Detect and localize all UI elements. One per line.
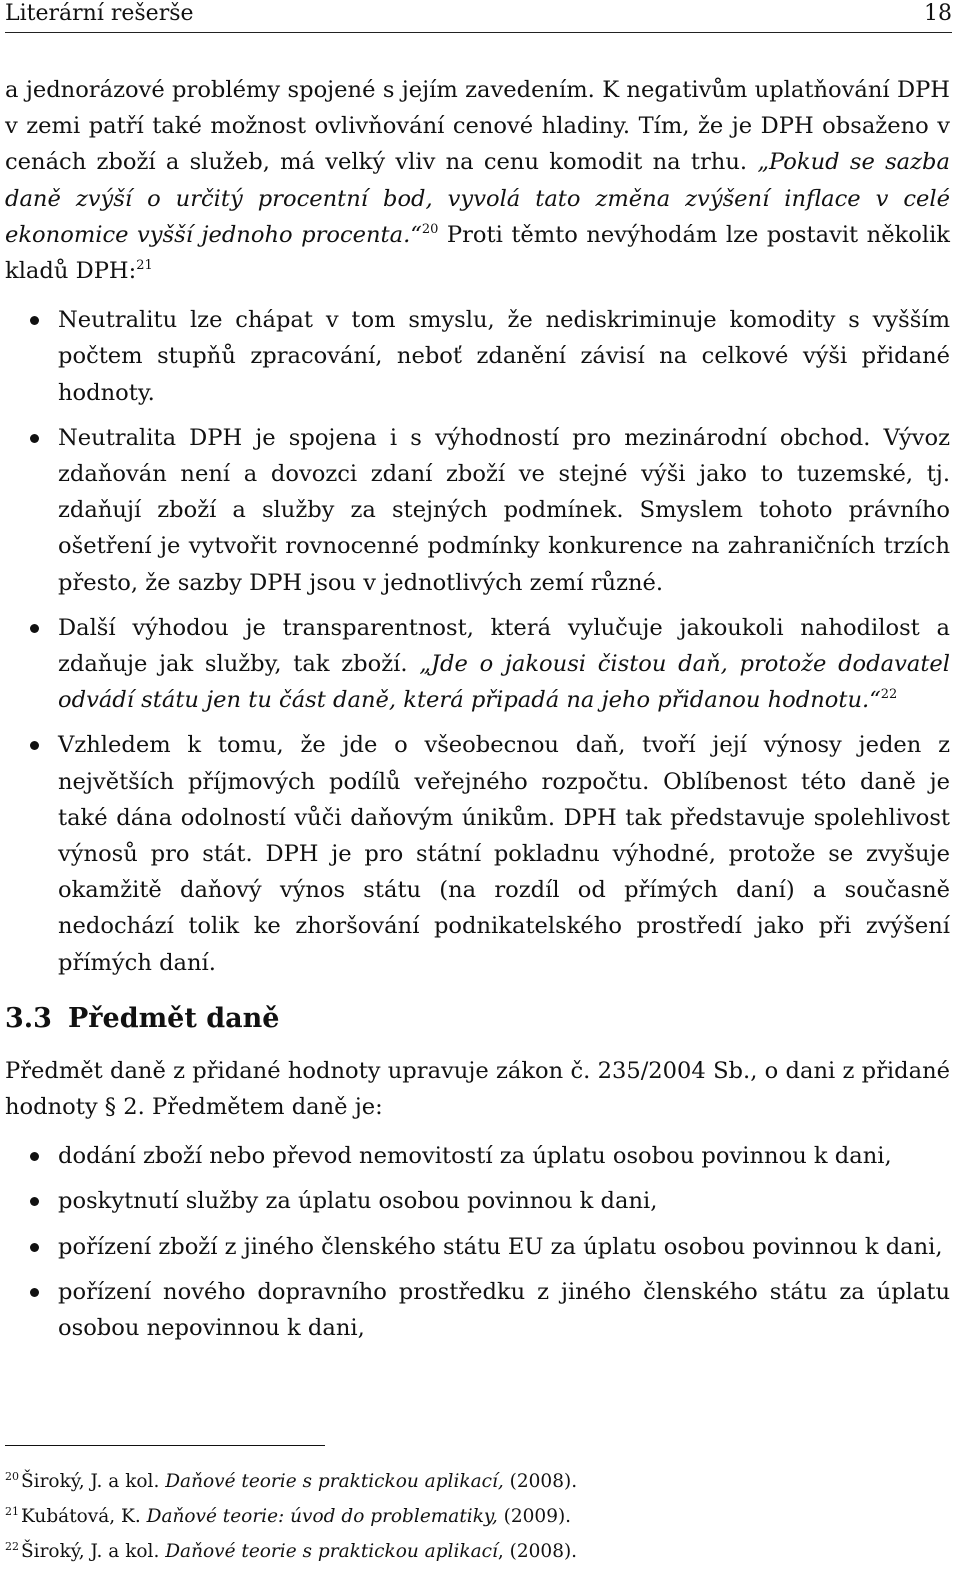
footnote-title: Daňové teorie s praktickou aplikací, xyxy=(165,1471,504,1492)
chapter-title: Literární rešerše xyxy=(5,1,194,26)
footnote-ref-22[interactable]: 22 xyxy=(880,687,898,703)
advantages-list xyxy=(5,302,950,981)
body-text xyxy=(5,72,950,1355)
list-item: poskytnutí služby za úplatu osobou povinnou k dani, xyxy=(5,1183,950,1219)
footnote-separator xyxy=(5,1445,325,1446)
section-heading xyxy=(5,1001,950,1037)
advantage-text: Neutralita DPH je spojena i s výhodností pro mezinárodní obchod. Vývoz zdaňován není a dovozci zdaní zboží ve stejné výši jako to tuzemské, tj. zdaňují zboží a služby za stejných podmínek. Smyslem tohoto právního ošetření je vytvořit rovnocenné podmínky konkurence na zahraničních trzích přesto, že sazby DPH jsou v jednotlivých zemí různé. xyxy=(58,424,950,596)
footnote-author: Kubátová, K. xyxy=(21,1506,147,1527)
intro-quote: „Pokud se sazba daně zvýší o určitý procentní bod, vyvolá tato změna zvýšení inflace v celé ekonomice vyšší jednoho procenta.“ xyxy=(5,149,950,248)
section-number: 3.3 xyxy=(5,1002,52,1034)
list-item: pořízení nového dopravního prostředku z jiného členského státu za úplatu osobou nepovinnou k dani, xyxy=(5,1274,950,1346)
footnote-21 xyxy=(5,1499,950,1534)
intro-text-2: Proti těmto nevýhodám lze postavit několik kladů DPH: xyxy=(5,221,950,285)
footnote-number: 22 xyxy=(5,1540,19,1553)
footnote-ref-20[interactable]: 20 xyxy=(421,221,439,237)
footnote-author: Široký, J. a kol. xyxy=(21,1541,166,1562)
advantage-text: Další výhodou je transparentnost, která vylučuje jakoukoli nahodilost a zdaňuje jak služby, tak zboží. xyxy=(58,614,950,678)
running-header xyxy=(5,0,952,33)
footnote-22 xyxy=(5,1534,950,1569)
footnote-20 xyxy=(5,1464,950,1499)
advantage-quote: „Jde o jakousi čistou daň, protože dodavatel odvádí státu jen tu část daně, která připadá na jeho přidanou hodnotu.“ xyxy=(58,651,950,714)
footnote-number: 21 xyxy=(5,1505,19,1518)
footnote-title: Daňové teorie: úvod do problematiky, xyxy=(146,1506,498,1527)
list-item xyxy=(5,302,950,411)
advantage-text: Vzhledem k tomu, že jde o všeobecnou daň, tvoří její výnosy jeden z největších příjmových podílů veřejného rozpočtu. Oblíbenost této daně je také dána odolností vůči daňovým únikům. DPH tak představuje spolehlivost výnosů pro stát. DPH je pro státní pokladnu výhodné, protože se zvyšuje okamžitě daňový výnos státu (na rozdíl od přímých daní) a současně nedochází tolik ke zhoršování podnikatelského prostředí jako při zvýšení přímých daní. xyxy=(58,732,950,976)
list-item xyxy=(5,727,950,980)
intro-text-1: a jednorázové problémy spojené s jejím zavedením. K negativům uplatňování DPH v zemi patří také možnost ovlivňování cenové hladiny. Tím, že je DPH obsaženo v cenách zboží a služeb, má velký vliv na cenu komodit na trhu. xyxy=(5,77,950,176)
footnote-number: 20 xyxy=(5,1470,19,1483)
page-number: 18 xyxy=(924,1,952,26)
footnote-title: Daňové teorie s praktickou aplikací xyxy=(165,1541,498,1562)
advantage-text: Neutralitu lze chápat v tom smyslu, že nediskriminuje komodity s vyšším počtem stupňů zpracování, neboť zdanění závisí na celkové výši přidané hodnoty. xyxy=(58,307,950,406)
list-item xyxy=(5,420,950,601)
footnote-year: (2008). xyxy=(503,1471,578,1492)
intro-paragraph xyxy=(5,72,950,289)
footnote-author: Široký, J. a kol. xyxy=(21,1471,166,1492)
list-item: pořízení zboží z jiného členského státu EU za úplatu osobou povinnou k dani, xyxy=(5,1229,950,1265)
footnote-year: , (2008). xyxy=(497,1541,578,1562)
section-intro: Předmět daně z přidané hodnoty upravuje zákon č. 235/2004 Sb., o dani z přidané hodnoty § 2. Předmětem daně je: xyxy=(5,1057,950,1121)
footnote-year: (2009). xyxy=(497,1506,572,1527)
footnote-ref-21[interactable]: 21 xyxy=(136,258,153,274)
footnotes xyxy=(5,1464,950,1569)
list-item xyxy=(5,610,950,719)
section-title: Předmět daně xyxy=(68,1002,280,1034)
list-item: dodání zboží nebo převod nemovitostí za úplatu osobou povinnou k dani, xyxy=(5,1138,950,1174)
tax-subject-list xyxy=(5,1138,950,1346)
